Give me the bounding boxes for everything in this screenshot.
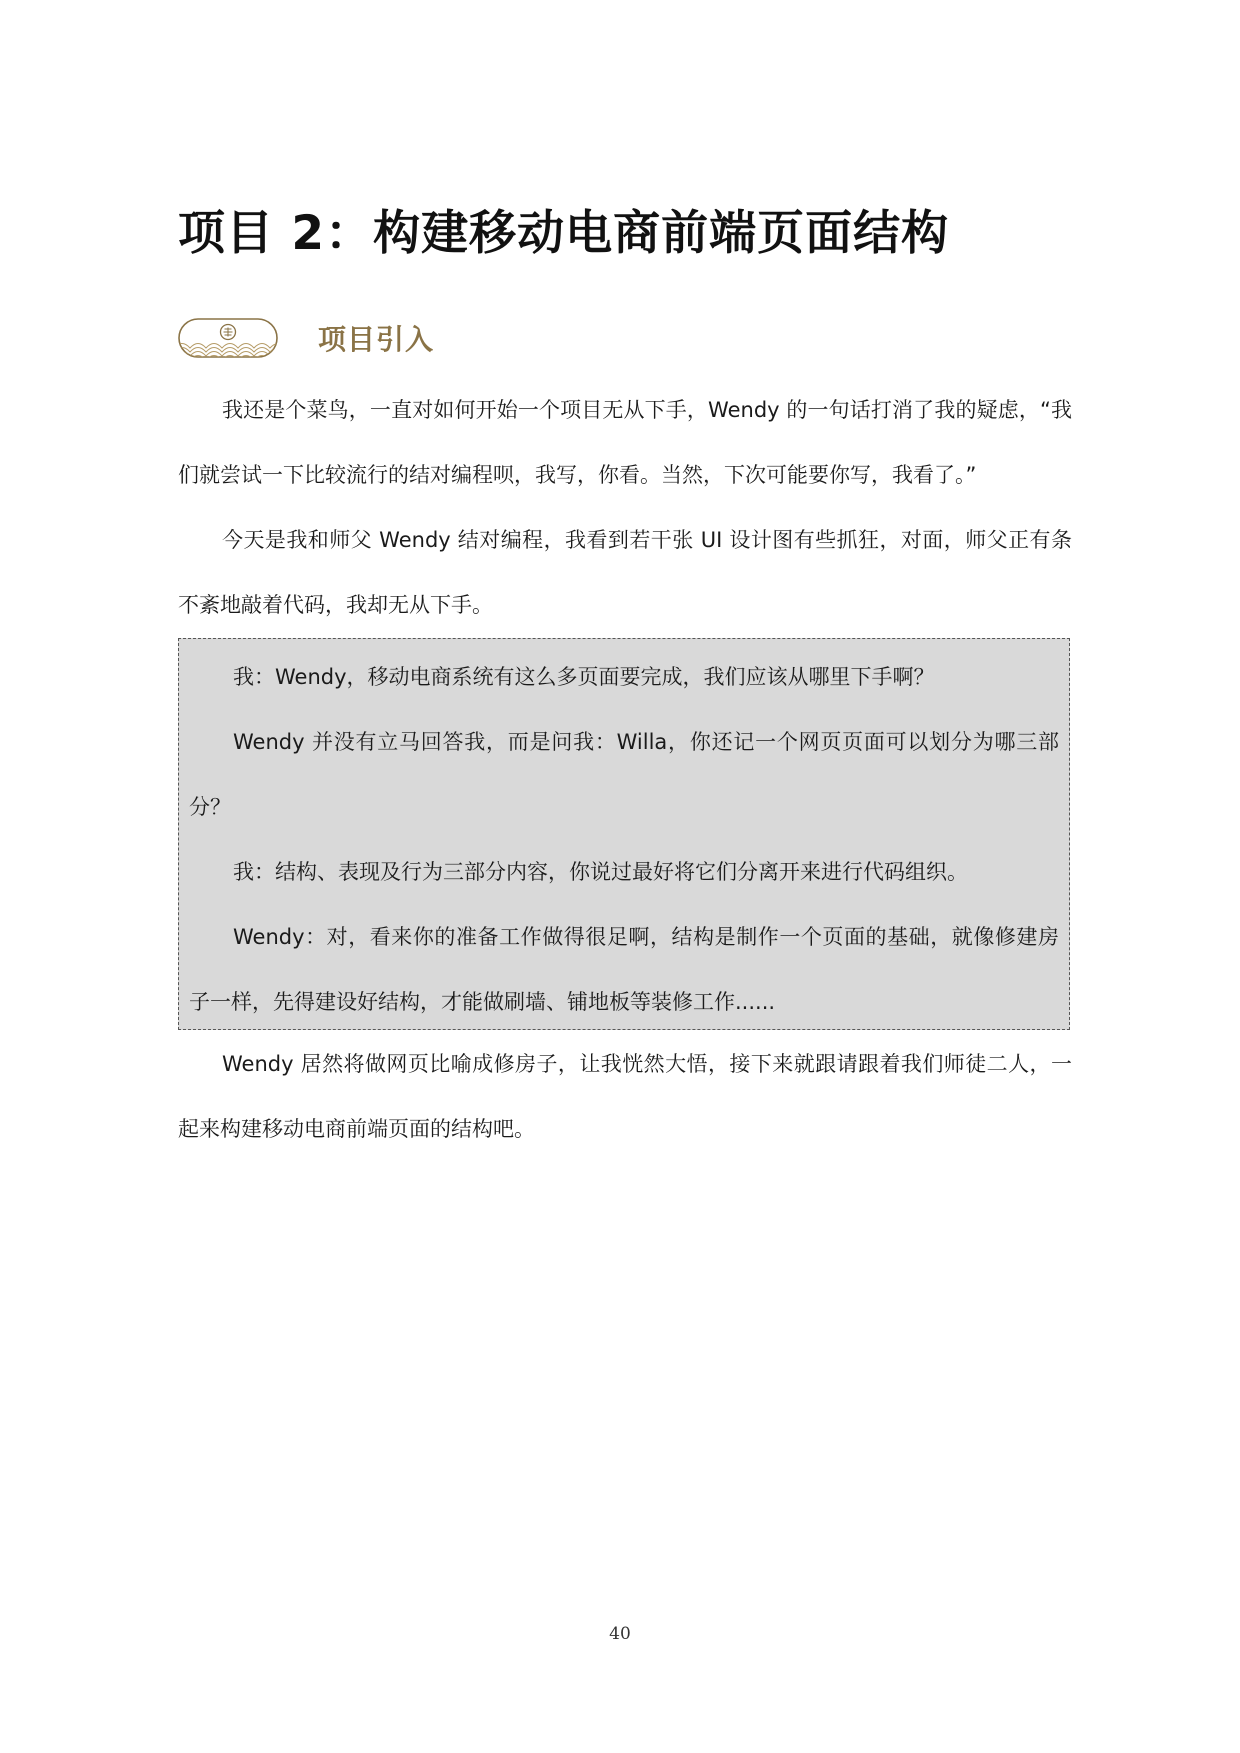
dialog-line: 我：Wendy，移动电商系统有这么多页面要完成，我们应该从哪里下手啊？ [233, 665, 935, 689]
dialog-line: Wendy：对，看来你的准备工作做得很足啊，结构是制作一个页面的基础，就像修建房子一样，先得建设好结构，才能做刷墙、铺地板等装修工作...... [189, 925, 1059, 1014]
dialog-box [178, 638, 1070, 1030]
paragraph: 我还是个菜鸟，一直对如何开始一个项目无从下手，Wendy 的一句话打消了我的疑虑，“我们就尝试一下比较流行的结对编程呗，我写，你看。当然，下次可能要你写，我看了。” [178, 398, 1072, 487]
wave-emblem-icon [178, 318, 278, 358]
intro-text [178, 378, 1072, 638]
paragraph: 今天是我和师父 Wendy 结对编程，我看到若干张 UI 设计图有些抓狂，对面，师父正有条不紊地敲着代码，我却无从下手。 [178, 528, 1072, 617]
page-number: 40 [609, 1624, 631, 1644]
dialog-line: Wendy 并没有立马回答我，而是问我：Willa，你还记一个网页页面可以划分为哪三部分？ [189, 730, 1059, 819]
paragraph: Wendy 居然将做网页比喻成修房子，让我恍然大悟，接下来就跟请跟着我们师徒二人，一起来构建移动电商前端页面的结构吧。 [178, 1052, 1072, 1141]
outro-text [178, 1032, 1072, 1162]
section-heading [178, 314, 434, 362]
section-title: 项目引入 [318, 323, 435, 356]
chapter-title: 项目 2：构建移动电商前端页面结构 [178, 206, 950, 261]
dialog-line: 我：结构、表现及行为三部分内容，你说过最好将它们分离开来进行代码组织。 [233, 860, 968, 884]
